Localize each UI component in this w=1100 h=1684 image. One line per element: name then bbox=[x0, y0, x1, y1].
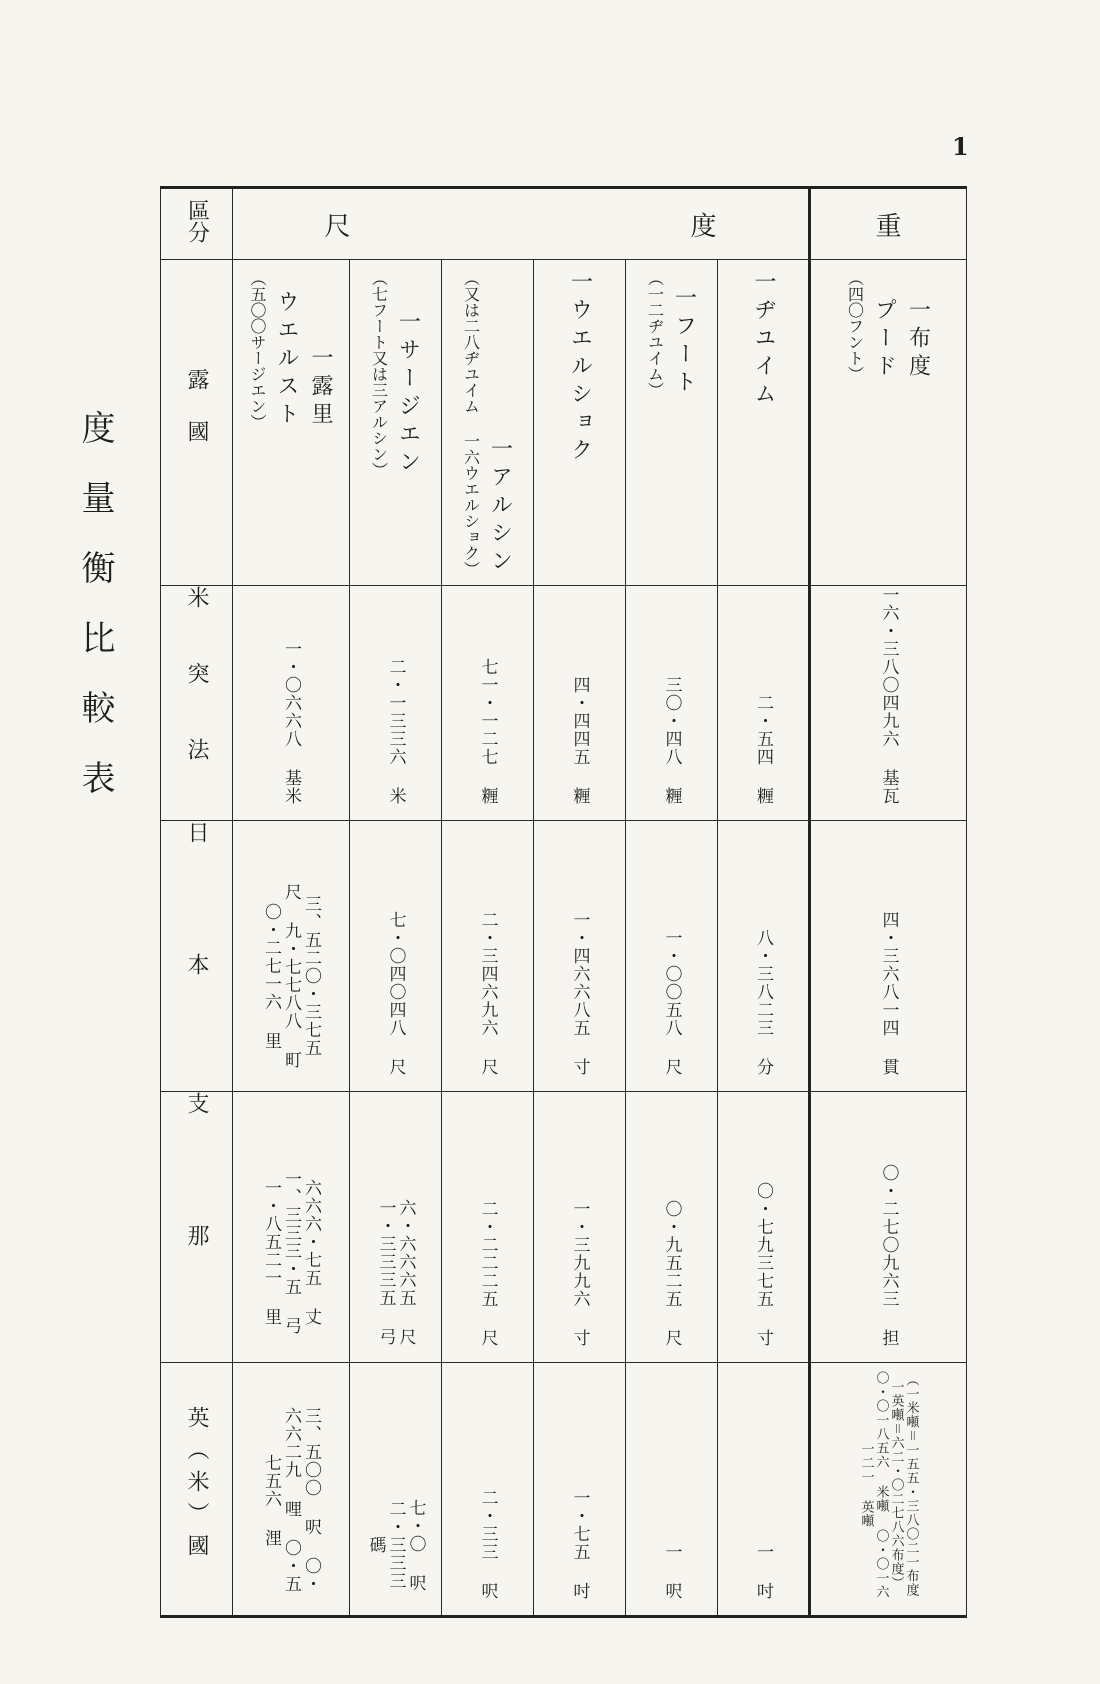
value-cell: 〇・七九三七五 寸 bbox=[718, 1092, 810, 1363]
value-cell: 七一・一二七 糎 bbox=[442, 586, 534, 821]
value-cell: 四・三六八一四 貫 bbox=[810, 821, 967, 1092]
value-cell: 〇・二七〇九六三 担 bbox=[810, 1092, 967, 1363]
unit-cell: 一サージエン （七フート又は三アルシン） bbox=[350, 260, 442, 586]
value-cell: 二・一三三六 米 bbox=[350, 586, 442, 821]
unit-cell: 一露里 ウエルスト （五〇〇サージエン） bbox=[233, 260, 350, 586]
header-division: 區分 bbox=[161, 188, 233, 260]
value-cell: 三、五二〇・三七五 尺 九・七七八八 町 〇・二七一六 里 bbox=[233, 821, 350, 1092]
value-cell: 三〇・四八 糎 bbox=[626, 586, 718, 821]
header-length-degree bbox=[233, 188, 810, 260]
row-label-britain: 英（米）國 bbox=[161, 1363, 233, 1617]
value-cell: 〇・九五二五 尺 bbox=[626, 1092, 718, 1363]
row-label-japan: 日本 bbox=[161, 821, 233, 1092]
value-cell: 二・五四 糎 bbox=[718, 586, 810, 821]
value-cell: 一 呎 bbox=[626, 1363, 718, 1617]
page-number: 1 bbox=[952, 132, 969, 161]
value-cell: 二・三四六九六 尺 bbox=[442, 821, 534, 1092]
unit-cell: 一ウエルショク bbox=[534, 260, 626, 586]
value-cell: 一 吋 bbox=[718, 1363, 810, 1617]
value-cell: 一・七五 吋 bbox=[534, 1363, 626, 1617]
value-cell: 七・〇 呎 二・三三三 碼 bbox=[350, 1363, 442, 1617]
unit-cell: 一フート （一二ヂユイム） bbox=[626, 260, 718, 586]
value-cell: 一・〇六六八 基米 bbox=[233, 586, 350, 821]
value-cell: （一米噸＝一五五・三八〇二一布度 一英噸＝六二・〇二七八六布度）〇・〇一八五六 米噸 〇・〇一六一二一 英噸 bbox=[810, 1363, 967, 1617]
row-label-china: 支那 bbox=[161, 1092, 233, 1363]
value-cell: 一・四六六八五 寸 bbox=[534, 821, 626, 1092]
value-cell: 六六六・七五 丈 一、三三三・五 弓 一・八五二一 里 bbox=[233, 1092, 350, 1363]
value-cell: 二・三三 呎 bbox=[442, 1363, 534, 1617]
value-cell: 一・〇〇五八 尺 bbox=[626, 821, 718, 1092]
header-length: 尺 bbox=[324, 211, 351, 242]
header-weight: 重 bbox=[810, 188, 967, 260]
value-cell: 六・六六六五 尺 一・三三三五 弓 bbox=[350, 1092, 442, 1363]
header-degree: 度 bbox=[690, 211, 717, 242]
value-cell: 七・〇四〇四八 尺 bbox=[350, 821, 442, 1092]
unit-cell: 一ヂユイム bbox=[718, 260, 810, 586]
value-cell: 三、五〇〇 呎 〇・六六二九 哩 〇・五七五六 浬 bbox=[233, 1363, 350, 1617]
row-label-russia: 露國 bbox=[161, 260, 233, 586]
row-label-usa: 米突法 bbox=[161, 586, 233, 821]
value-cell: 二・二二二五 尺 bbox=[442, 1092, 534, 1363]
unit-cell: 一アルシン （又は二八ヂユイム 一六ウエルショク） bbox=[442, 260, 534, 586]
value-cell: 八・三八二三 分 bbox=[718, 821, 810, 1092]
measures-comparison-table bbox=[160, 186, 966, 1600]
value-cell: 四・四四五 糎 bbox=[534, 586, 626, 821]
unit-cell: 一布度 プード （四〇フント） bbox=[810, 260, 967, 586]
value-cell: 一六・三八〇四九六 基瓦 bbox=[810, 586, 967, 821]
value-cell: 一・三九九六 寸 bbox=[534, 1092, 626, 1363]
document-title: 度量衡比較表 bbox=[75, 410, 115, 830]
